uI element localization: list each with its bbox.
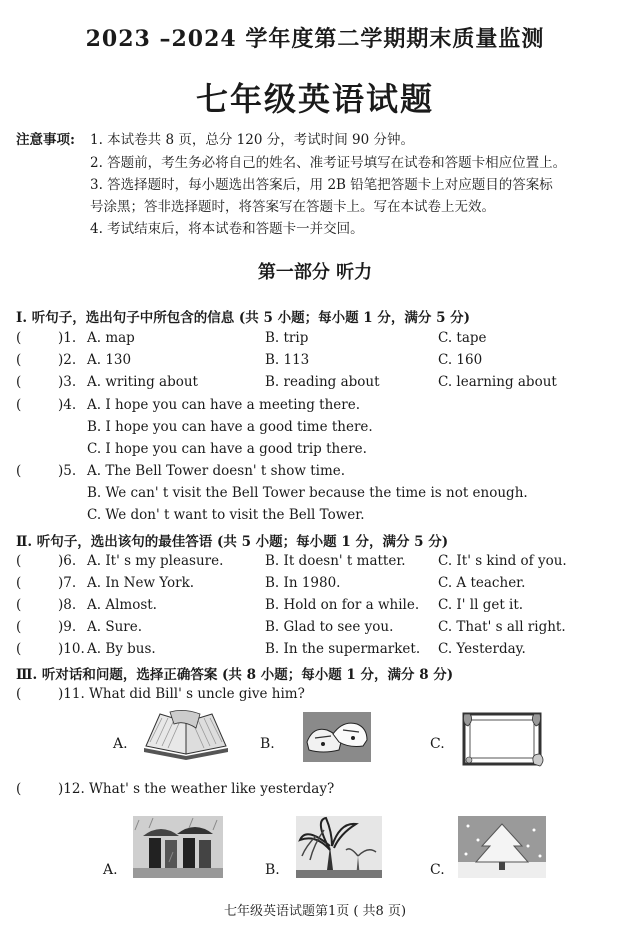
question-number: )4. (58, 397, 77, 413)
note-3: 3. 答选择题时，每小题选出答案后，用 2B 铅笔把答题卡上对应题目的答案标 (90, 177, 553, 193)
option-a: A. In New York. (87, 575, 195, 591)
option-a: A. The Bell Tower doesn' t show time. (87, 463, 346, 479)
question-number: )5. (58, 463, 77, 479)
option-c: C. It' s kind of you. (438, 553, 567, 569)
option-b: B. Glad to see you. (265, 619, 394, 635)
answer-paren: ( (16, 575, 22, 591)
option-b: B. reading about (265, 374, 380, 390)
windy-weather-icon (296, 816, 382, 878)
question-number: )8. (58, 597, 77, 613)
note-1: 1. 本试卷共 8 页，总分 120 分，考试时间 90 分钟。 (90, 132, 414, 148)
picture-frame-icon (460, 710, 546, 768)
picture-label-b: B. (260, 736, 275, 752)
picture-label-c: C. (430, 862, 445, 878)
option-c: C. 160 (438, 352, 483, 368)
question-number: )3. (58, 374, 77, 390)
question-12: )12. What' s the weather like yesterday? (58, 781, 335, 797)
option-b: B. It doesn' t matter. (265, 553, 406, 569)
question-number: )10. (58, 641, 85, 657)
answer-paren: ( (16, 597, 22, 613)
option-b: B. I hope you can have a good time there. (87, 419, 373, 435)
picture-label-a: A. (113, 736, 128, 752)
option-c: C. We don' t want to visit the Bell Tower. (87, 507, 365, 523)
answer-paren: ( (16, 553, 22, 569)
option-a: A. map (87, 330, 135, 346)
option-b: B. 113 (265, 352, 310, 368)
question-number: )9. (58, 619, 77, 635)
answer-paren: ( (16, 330, 22, 346)
option-b: B. trip (265, 330, 309, 346)
option-c: C. Yesterday. (438, 641, 526, 657)
answer-paren: ( (16, 686, 22, 702)
picture-label-b: B. (265, 862, 280, 878)
question-number: )2. (58, 352, 77, 368)
option-a: A. By bus. (87, 641, 156, 657)
option-b: B. We can' t visit the Bell Tower because the time is not enough. (87, 485, 528, 501)
question-11: )11. What did Bill' s uncle give him? (58, 686, 305, 702)
option-c: C. I hope you can have a good trip there. (87, 441, 367, 457)
answer-paren: ( (16, 463, 22, 479)
answer-paren: ( (16, 397, 22, 413)
answer-paren: ( (16, 352, 22, 368)
answer-paren: ( (16, 781, 22, 797)
note-3-cont: 号涂黑；答非选择题时，将答案写在答题卡上。写在本试卷上无效。 (90, 199, 495, 215)
option-c: C. A teacher. (438, 575, 526, 591)
option-a: A. It' s my pleasure. (87, 553, 224, 569)
option-c: C. tape (438, 330, 487, 346)
exam-header: 2023 –2024 学年度第二学期期末质量监测 (85, 26, 545, 52)
option-b: B. In 1980. (265, 575, 341, 591)
answer-paren: ( (16, 641, 22, 657)
notes-label: 注意事项: (16, 132, 75, 148)
exam-title: 七年级英语试题 (195, 80, 434, 118)
note-4: 4. 考试结束后，将本试卷和答题卡一并交回。 (90, 221, 364, 237)
sneakers-icon (303, 712, 371, 762)
option-c: C. learning about (438, 374, 557, 390)
option-a: A. I hope you can have a meeting there. (87, 397, 361, 413)
page-footer: 七年级英语试题第1页 ( 共8 页) (223, 904, 407, 919)
note-2: 2. 答题前，考生务必将自己的姓名、准考证号填写在试卷和答题卡相应位置上。 (90, 155, 567, 171)
option-a: A. Almost. (87, 597, 157, 613)
option-a: A. writing about (87, 374, 198, 390)
part2-heading: Ⅱ. 听句子，选出该句的最佳答语 (共 5 小题；每小题 1 分，满分 5 分) (16, 534, 449, 550)
option-c: C. I' ll get it. (438, 597, 524, 613)
picture-label-a: A. (103, 862, 118, 878)
option-b: B. In the supermarket. (265, 641, 421, 657)
part1-heading: Ⅰ. 听句子，选出句子中所包含的信息 (共 5 小题；每小题 1 分，满分 5 分) (16, 310, 471, 326)
option-b: B. Hold on for a while. (265, 597, 420, 613)
book-icon (140, 708, 232, 766)
question-number: )1. (58, 330, 77, 346)
rainy-weather-icon (133, 816, 223, 878)
option-a: A. 130 (87, 352, 132, 368)
option-a: A. Sure. (87, 619, 143, 635)
question-number: )7. (58, 575, 77, 591)
picture-label-c: C. (430, 736, 445, 752)
section-title: 第一部分 听力 (257, 262, 373, 283)
answer-paren: ( (16, 374, 22, 390)
option-c: C. That' s all right. (438, 619, 566, 635)
part3-heading: Ⅲ. 听对话和问题，选择正确答案 (共 8 小题；每小题 1 分，满分 8 分) (16, 667, 454, 683)
question-number: )6. (58, 553, 77, 569)
answer-paren: ( (16, 619, 22, 635)
snowy-weather-icon (458, 816, 546, 878)
